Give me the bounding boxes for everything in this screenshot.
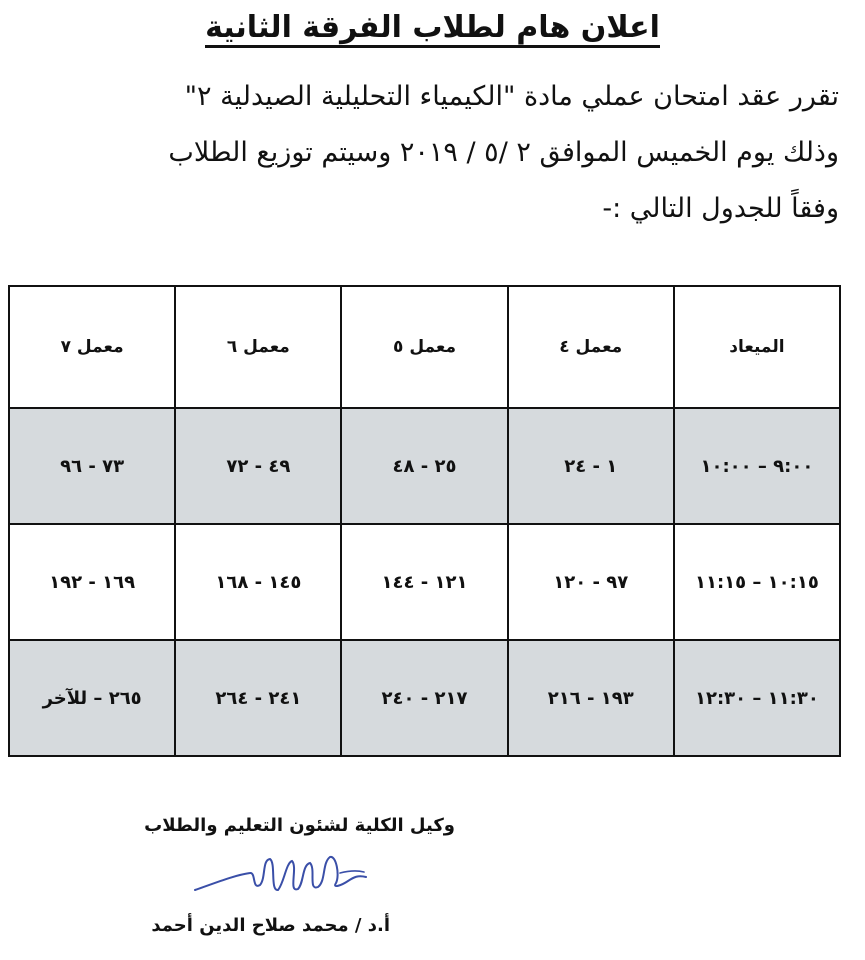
- table-header-row: [9, 286, 840, 408]
- row-3-lab-6: ٢٤١ - ٢٦٤: [175, 640, 341, 756]
- row-3-lab-7: ٢٦٥ – للآخر: [9, 640, 175, 756]
- table-row: [9, 524, 840, 640]
- header-lab-4: معمل ٤: [508, 286, 674, 408]
- row-2-time: ١٠:١٥ – ١١:١٥: [674, 524, 840, 640]
- signatory-position: وكيل الكلية لشئون التعليم والطلاب: [144, 815, 455, 836]
- table-row: [9, 640, 840, 756]
- row-1-lab-4: ١ - ٢٤: [508, 408, 674, 524]
- header-lab-7: معمل ٧: [9, 286, 175, 408]
- row-1-time: ٩:٠٠ – ١٠:٠٠: [674, 408, 840, 524]
- row-3-lab-4: ١٩٣ - ٢١٦: [508, 640, 674, 756]
- exam-schedule-table: [8, 285, 841, 757]
- header-lab-5: معمل ٥: [341, 286, 507, 408]
- row-3-time: ١١:٣٠ – ١٢:٣٠: [674, 640, 840, 756]
- announcement-line-3: وفقاً للجدول التالي :-: [602, 193, 839, 224]
- header-time: الميعاد: [674, 286, 840, 408]
- announcement-line-1: تقرر عقد امتحان عملي مادة "الكيمياء التحليلية الصيدلية ٢": [184, 81, 839, 112]
- signatory-name: أ.د / محمد صلاح الدين أحمد: [151, 915, 390, 936]
- row-2-lab-5: ١٢١ - ١٤٤: [341, 524, 507, 640]
- row-1-lab-7: ٧٣ - ٩٦: [9, 408, 175, 524]
- table-row: [9, 408, 840, 524]
- row-2-lab-7: ١٦٩ - ١٩٢: [9, 524, 175, 640]
- row-2-lab-6: ١٤٥ - ١٦٨: [175, 524, 341, 640]
- header-lab-6: معمل ٦: [175, 286, 341, 408]
- announcement-title-text: اعلان هام لطلاب الفرقة الثانية: [205, 10, 660, 48]
- row-3-lab-5: ٢١٧ - ٢٤٠: [341, 640, 507, 756]
- announcement-line-2: وذلك يوم الخميس الموافق ٢ /٥ / ٢٠١٩ وسيتم توزيع الطلاب: [168, 137, 839, 168]
- row-2-lab-4: ٩٧ - ١٢٠: [508, 524, 674, 640]
- row-1-lab-5: ٢٥ - ٤٨: [341, 408, 507, 524]
- announcement-title: [0, 6, 865, 50]
- handwritten-signature: [190, 845, 390, 905]
- row-1-lab-6: ٤٩ - ٧٢: [175, 408, 341, 524]
